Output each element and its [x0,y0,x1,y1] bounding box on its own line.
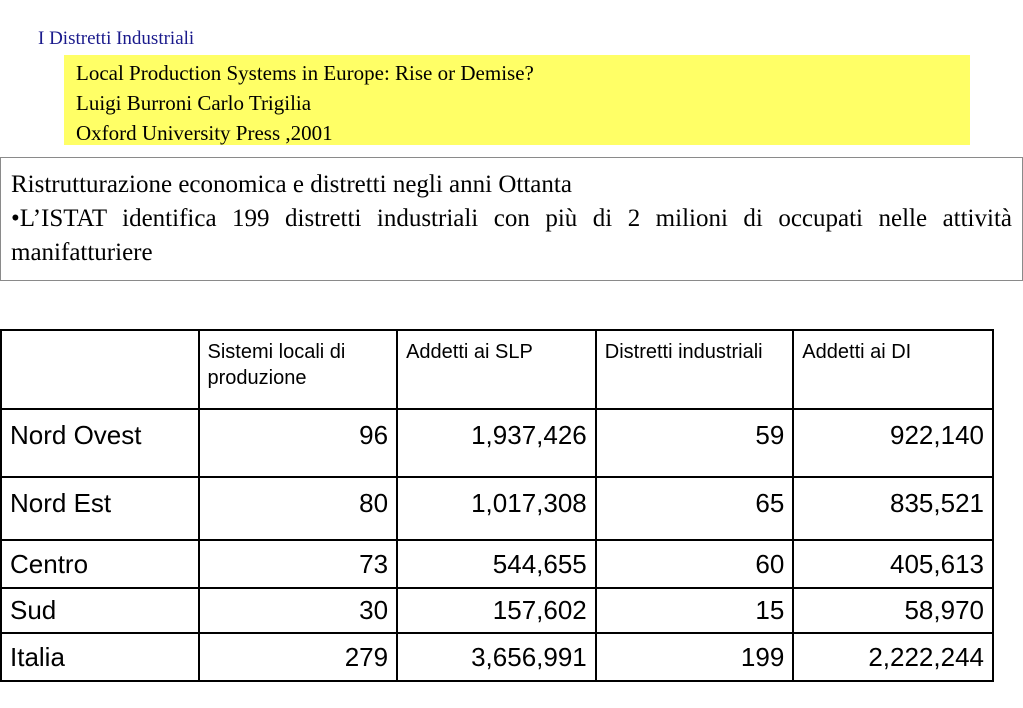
table-cell: 835,521 [793,477,993,540]
table-row [1,409,993,477]
table-cell: 80 [199,477,398,540]
table-cell: 58,970 [793,588,993,633]
row-label: Nord Ovest [1,409,199,477]
table-header-row [1,330,993,409]
header-cell-addetti-di: Addetti ai DI [793,330,993,409]
table-cell: 15 [596,588,794,633]
header-cell-empty [1,330,199,409]
page-title: I Distretti Industriali [38,28,195,49]
table-cell: 544,655 [397,540,596,588]
table-cell: 1,937,426 [397,409,596,477]
citation-authors: Luigi Burroni Carlo Trigilia [76,91,312,115]
table-cell: 157,602 [397,588,596,633]
summary-heading: Ristrutturazione economica e distretti negli anni Ottanta [11,171,572,198]
header-cell-slp: Sistemi locali di produzione [199,330,398,409]
header-cell-distretti: Distretti industriali [596,330,794,409]
table-cell: 405,613 [793,540,993,588]
table-cell: 199 [596,633,794,681]
table-cell: 30 [199,588,398,633]
summary-box [0,157,1023,281]
table-cell: 59 [596,409,794,477]
table-cell: 279 [199,633,398,681]
table-cell: 65 [596,477,794,540]
citation-book-title: Local Production Systems in Europe: Rise or Demise? [76,61,534,85]
table-row [1,540,993,588]
row-label: Centro [1,540,199,588]
header-cell-addetti-slp: Addetti ai SLP [397,330,596,409]
districts-table [0,329,994,682]
citation-publisher: Oxford University Press ,2001 [76,121,333,145]
row-label: Nord Est [1,477,199,540]
table-cell: 2,222,244 [793,633,993,681]
table-cell: 73 [199,540,398,588]
row-label: Sud [1,588,199,633]
summary-bullet: •L’ISTAT identifica 199 distretti industriali con più di 2 milioni di occupati nelle attività manifatturiere [11,205,1012,266]
citation-box [64,55,970,145]
table-cell: 1,017,308 [397,477,596,540]
row-label: Italia [1,633,199,681]
table-cell: 922,140 [793,409,993,477]
table-cell: 96 [199,409,398,477]
table-row-total [1,633,993,681]
table-row [1,477,993,540]
table-cell: 60 [596,540,794,588]
table-cell: 3,656,991 [397,633,596,681]
table-row [1,588,993,633]
